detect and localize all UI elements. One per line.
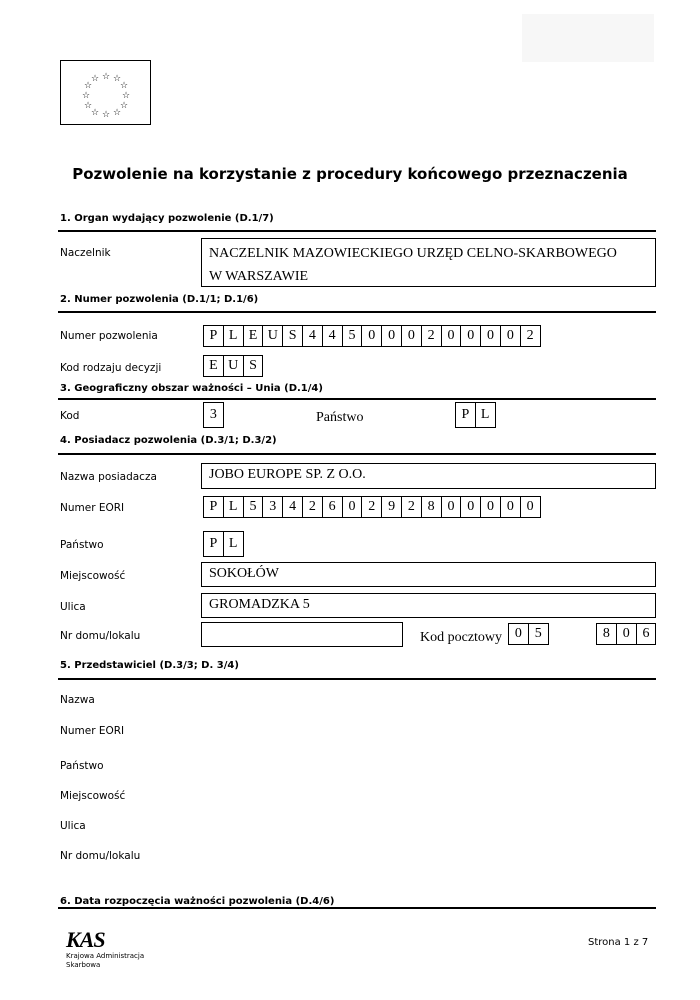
svg-text:☆: ☆: [121, 91, 131, 101]
section-4-heading: 4. Posiadacz pozwolenia (D.3/1; D.3/2): [60, 435, 277, 446]
numer-pozwolenia-char: 0: [442, 326, 462, 346]
kod-pocztowy-b-char: 0: [617, 624, 637, 644]
svg-text:☆: ☆: [119, 101, 129, 111]
section-6-rule: [58, 907, 656, 909]
section-6-heading: 6. Data rozpoczęcia ważności pozwolenia (D.4/6): [60, 896, 335, 907]
eori-char: 0: [343, 497, 363, 517]
numer-pozwolenia-char: 0: [501, 326, 521, 346]
przedstawiciel-panstwo-label: Państwo: [60, 760, 104, 772]
svg-text:☆: ☆: [90, 74, 100, 84]
numer-pozwolenia-label: Numer pozwolenia: [60, 330, 158, 342]
nr-domu-field: [201, 622, 403, 647]
miejscowosc-label: Miejscowość: [60, 570, 126, 582]
numer-pozwolenia-char: 4: [303, 326, 323, 346]
svg-text:☆: ☆: [119, 81, 129, 91]
nazwa-posiadacza-label: Nazwa posiadacza: [60, 471, 157, 483]
svg-text:☆: ☆: [101, 72, 111, 82]
kod-obszaru-label: Kod: [60, 410, 80, 422]
miejscowosc-value: SOKOŁÓW: [209, 566, 279, 581]
kod-pocztowy-label: Kod pocztowy: [420, 630, 503, 645]
kas-logo: [66, 928, 144, 970]
eori-char: 0: [501, 497, 521, 517]
eori-label: Numer EORI: [60, 502, 125, 514]
ulica-label: Ulica: [60, 601, 86, 613]
kod-obszaru-value: 3: [204, 403, 224, 427]
eori-char: L: [224, 497, 244, 517]
section-2-rule: [58, 311, 656, 313]
numer-pozwolenia-char: E: [244, 326, 264, 346]
numer-pozwolenia-char: 0: [481, 326, 501, 346]
kod-pocztowy-a-char: 5: [529, 624, 549, 644]
naczelnik-field: [201, 238, 656, 287]
numer-pozwolenia-char: 0: [402, 326, 422, 346]
eu-flag-logo: [60, 60, 151, 125]
panstwo-posiadacza-label: Państwo: [60, 539, 104, 551]
miejscowosc-field: [201, 562, 656, 587]
numer-pozwolenia-char: 2: [422, 326, 442, 346]
kod-rodzaju-char: E: [204, 356, 224, 376]
kod-rodzaju-char: S: [244, 356, 264, 376]
svg-text:☆: ☆: [112, 74, 122, 84]
eori-char: 3: [263, 497, 283, 517]
kod-pocztowy-b-char: 8: [597, 624, 617, 644]
panstwo-obszaru-field: [455, 402, 496, 428]
eori-field: [203, 496, 541, 518]
corner-stamp-area: [522, 14, 654, 62]
section-3-rule: [58, 398, 656, 400]
section-5-rule: [58, 678, 656, 680]
naczelnik-value-line2: W WARSZAWIE: [209, 269, 309, 284]
kas-logo-mark: KAS: [66, 927, 105, 952]
svg-text:☆: ☆: [81, 91, 91, 101]
svg-text:☆: ☆: [112, 108, 122, 118]
section-1-rule: [58, 230, 656, 232]
numer-pozwolenia-field: [203, 325, 541, 347]
przedstawiciel-miejscowosc-label: Miejscowość: [60, 790, 126, 802]
eori-char: 2: [362, 497, 382, 517]
kod-obszaru-field: [203, 402, 224, 428]
kod-rodzaju-char: U: [224, 356, 244, 376]
numer-pozwolenia-char: 2: [521, 326, 541, 346]
numer-pozwolenia-char: L: [224, 326, 244, 346]
przedstawiciel-nazwa-label: Nazwa: [60, 694, 95, 706]
eori-char: 0: [521, 497, 541, 517]
svg-text:☆: ☆: [83, 101, 93, 111]
page-number: Strona 1 z 7: [588, 937, 649, 948]
numer-pozwolenia-char: 0: [362, 326, 382, 346]
eori-char: 0: [442, 497, 462, 517]
eori-char: 5: [244, 497, 264, 517]
numer-pozwolenia-char: U: [263, 326, 283, 346]
eori-char: 9: [382, 497, 402, 517]
numer-pozwolenia-char: S: [283, 326, 303, 346]
svg-text:☆: ☆: [101, 110, 111, 120]
ulica-field: [201, 593, 656, 618]
eori-char: 8: [422, 497, 442, 517]
przedstawiciel-ulica-label: Ulica: [60, 820, 86, 832]
numer-pozwolenia-char: P: [204, 326, 224, 346]
kod-pocztowy-a-char: 0: [509, 624, 529, 644]
nazwa-posiadacza-value: JOBO EUROPE SP. Z O.O.: [209, 467, 366, 482]
kod-pocztowy-b-char: 6: [637, 624, 657, 644]
section-4-rule: [58, 453, 656, 455]
panstwo-posiadacza-field: [203, 531, 244, 557]
numer-pozwolenia-char: 4: [323, 326, 343, 346]
svg-text:☆: ☆: [83, 81, 93, 91]
kas-logo-line2: Skarbowa: [66, 961, 101, 969]
kod-pocztowy-part1: [508, 623, 549, 645]
numer-pozwolenia-char: 0: [461, 326, 481, 346]
panstwo-obszaru-label: Państwo: [316, 410, 364, 425]
kod-rodzaju-field: [203, 355, 263, 377]
eori-char: 4: [283, 497, 303, 517]
numer-pozwolenia-char: 0: [382, 326, 402, 346]
naczelnik-label: Naczelnik: [60, 247, 111, 259]
przedstawiciel-nr-label: Nr domu/lokalu: [60, 850, 141, 862]
nr-domu-label: Nr domu/lokalu: [60, 630, 141, 642]
eori-char: 0: [461, 497, 481, 517]
eori-char: P: [204, 497, 224, 517]
kod-pocztowy-part2: [596, 623, 656, 645]
nazwa-posiadacza-field: [201, 463, 656, 489]
eori-char: 2: [402, 497, 422, 517]
eori-char: 2: [303, 497, 323, 517]
eori-char: 0: [481, 497, 501, 517]
panstwo-obszaru-char: L: [476, 403, 496, 427]
panstwo-posiadacza-char: P: [204, 532, 224, 556]
section-1-heading: 1. Organ wydający pozwolenie (D.1/7): [60, 213, 274, 224]
naczelnik-value-line1: NACZELNIK MAZOWIECKIEGO URZĘD CELNO-SKARBOWEGO: [209, 246, 617, 261]
section-3-heading: 3. Geograficzny obszar ważności – Unia (D.1/4): [60, 383, 323, 394]
panstwo-obszaru-char: P: [456, 403, 476, 427]
section-5-heading: 5. Przedstawiciel (D.3/3; D. 3/4): [60, 660, 239, 671]
section-2-heading: 2. Numer pozwolenia (D.1/1; D.1/6): [60, 294, 259, 305]
przedstawiciel-eori-label: Numer EORI: [60, 725, 125, 737]
svg-text:☆: ☆: [90, 108, 100, 118]
kod-rodzaju-label: Kod rodzaju decyzji: [60, 362, 162, 374]
ulica-value: GROMADZKA 5: [209, 597, 310, 612]
panstwo-posiadacza-char: L: [224, 532, 244, 556]
page-title: Pozwolenie na korzystanie z procedury końcowego przeznaczenia: [72, 165, 628, 183]
numer-pozwolenia-char: 5: [343, 326, 363, 346]
eori-char: 6: [323, 497, 343, 517]
kas-logo-line1: Krajowa Administracja: [66, 952, 145, 960]
